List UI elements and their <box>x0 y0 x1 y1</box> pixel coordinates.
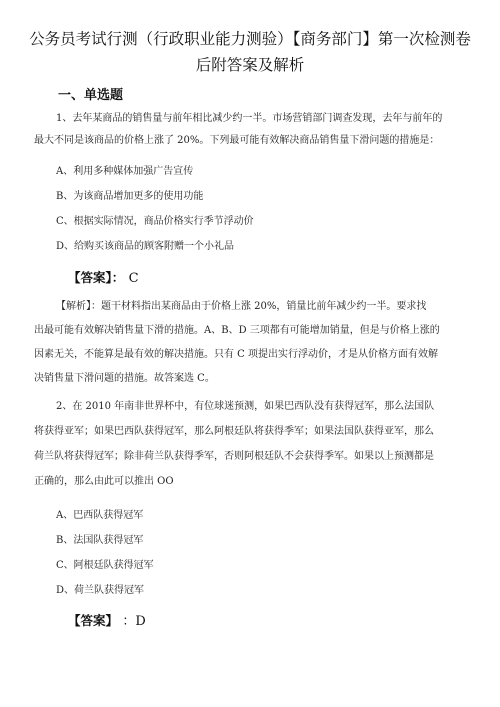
document-title <box>20 26 480 78</box>
q1-stem-line-1: 1、去年某商品的销售量与前年相比减少约一半。市场营销部门调查发现，去年与前年的 <box>56 113 443 124</box>
q2-stem-line-4: 正确的，那么由此可以推出 OO <box>34 476 174 487</box>
q1-answer <box>68 268 139 286</box>
q1-option-c: C、根据实际情况，商品价格实行季节浮动价 <box>56 216 254 227</box>
q2-answer-value: ：D <box>122 614 146 629</box>
q1-analysis-line-3: 因素无关，不能算是最有效的解决措施。只有 C 项提出实行浮动价，才是从价格方面有效解 <box>34 349 439 360</box>
q1-option-b: B、为该商品增加更多的使用功能 <box>56 191 204 202</box>
q1-option-d: D、给购买该商品的顾客附赠一个小礼品 <box>56 241 235 252</box>
title-line-1: 公务员考试行测（行政职业能力测验）【商务部门】第一次检测卷 <box>29 30 471 48</box>
q1-analysis-line-4: 决销售量下滑问题的措施。故答案选 C。 <box>34 373 215 384</box>
q2-option-c: C、阿根廷队获得冠军 <box>56 560 154 571</box>
q2-option-a: A、巴西队获得冠军 <box>56 510 144 521</box>
q1-analysis-line-1: 【解析】：题干材料指出某商品由于价格上涨 20%，销量比前年减少约一半。要求找 <box>56 301 427 312</box>
title-line-2: 后附答案及解析 <box>195 56 305 74</box>
q1-option-a: A、利用多种媒体加强广告宣传 <box>56 166 194 177</box>
q2-stem-line-3: 荷兰队将获得冠军；除非荷兰队获得季军，否则阿根廷队不会获得季军。如果以上预测都是 <box>34 451 434 462</box>
q2-answer <box>68 610 146 629</box>
q2-option-b: B、法国队获得冠军 <box>56 535 144 546</box>
q2-stem-line-2: 将获得亚军；如果巴西队获得冠军，那么阿根廷队将获得季军；如果法国队获得亚军，那么 <box>34 426 434 437</box>
q1-answer-value: C <box>128 271 139 286</box>
q1-stem-line-2: 最大不同是该商品的价格上涨了 20%。下列最可能有效解决商品销售量下滑问题的措施是： <box>34 135 440 146</box>
q2-option-d: D、荷兰队获得冠军 <box>56 585 145 596</box>
q1-analysis-line-2: 出最可能有效解决销售量下滑的措施。A、B、D 三项都有可能增加销量，但是与价格上涨的 <box>34 325 440 336</box>
section-heading: 一、单选题 <box>58 88 124 103</box>
q2-answer-label: 【答案】 <box>68 613 119 628</box>
q1-answer-label: 【答案】： <box>68 270 125 285</box>
q2-stem-line-1: 2、在 2010 年南非世界杯中，有位球迷预测，如果巴西队没有获得冠军，那么法国队 <box>56 401 435 412</box>
